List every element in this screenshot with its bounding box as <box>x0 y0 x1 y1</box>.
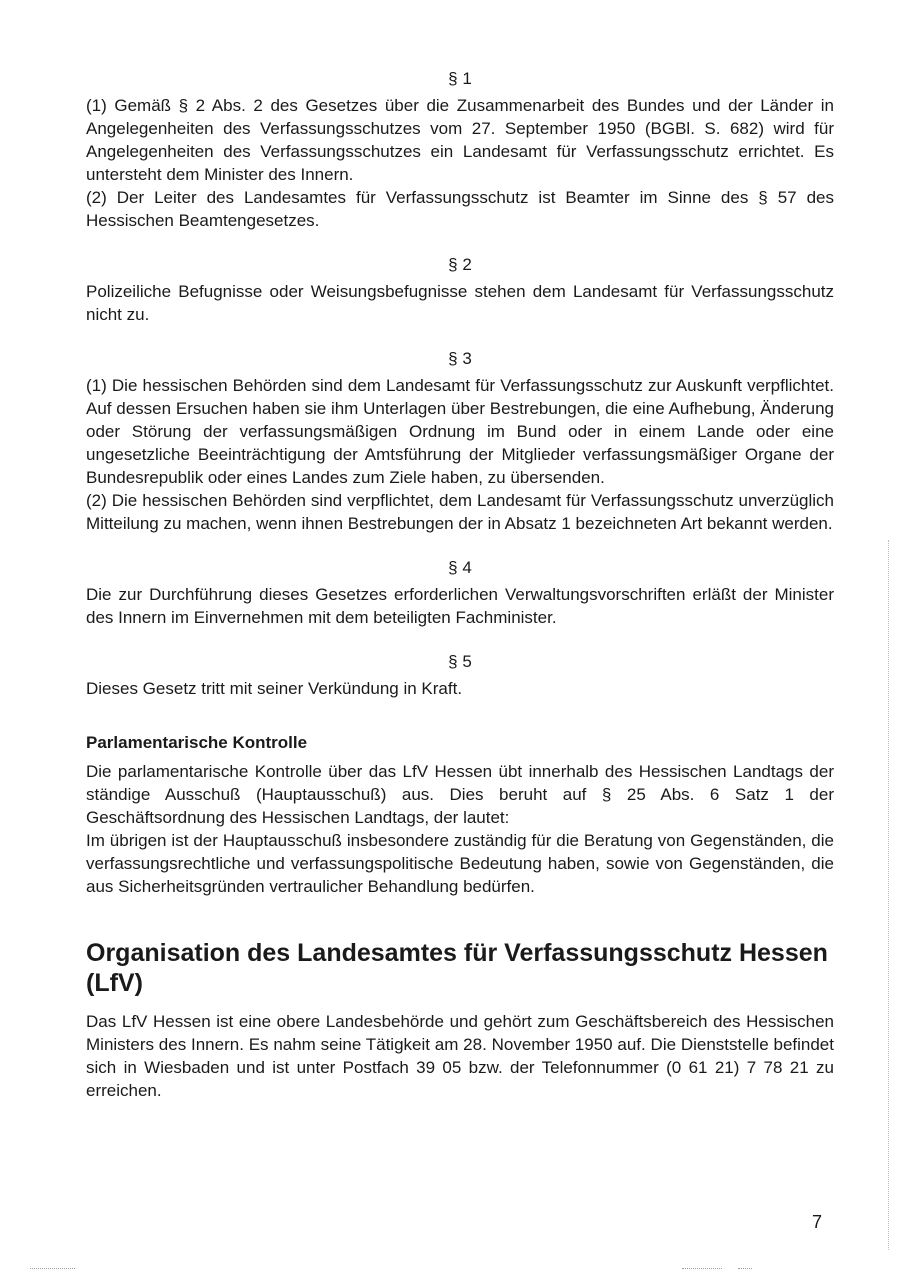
section-paragraph: (2) Der Leiter des Landesamtes für Verfassungsschutz ist Beamter im Sinne des § 57 des Hessischen Beamtengesetzes. <box>86 188 834 230</box>
organisation-heading: Organisation des Landesamtes für Verfassungsschutz Hessen (LfV) <box>86 939 828 997</box>
section-paragraph: Dieses Gesetz tritt mit seiner Verkündung in Kraft. <box>86 679 463 698</box>
section-5 <box>86 651 834 700</box>
kontrolle-paragraph: Die parlamentarische Kontrolle über das LfV Hessen übt innerhalb des Hessischen Landtags der ständige Ausschuß (Hauptausschuß) aus. Dies beruht auf § 25 Abs. 6 Satz 1 der Geschäftsordnung des Hessischen Landtags, der lautet: <box>86 762 834 827</box>
organisation-paragraph: Das LfV Hessen ist eine obere Landesbehörde und gehört zum Geschäftsbereich des Hessischen Ministers des Innern. Es nahm seine Tätigkeit am 28. November 1950 auf. Die Dienststelle befindet sich in Wiesbaden und ist unter Postfach 39 05 bzw. der Telefonnummer (0 61 21) 7 78 21 zu erreichen. <box>86 1012 834 1100</box>
kontrolle-section <box>86 732 834 898</box>
section-heading: § 1 <box>448 69 472 88</box>
section-paragraph: (2) Die hessischen Behörden sind verpflichtet, dem Landesamt für Verfassungsschutz unverzüglich Mitteilung zu machen, wenn ihnen Bestrebungen der in Absatz 1 bezeichneten Art bekannt werden. <box>86 491 834 533</box>
section-heading: § 5 <box>448 652 472 671</box>
section-paragraph: (1) Gemäß § 2 Abs. 2 des Gesetzes über die Zusammenarbeit des Bundes und der Länder in Angelegenheiten des Verfassungsschutzes vom 27. September 1950 (BGBl. S. 682) wird für Angelegenheiten des Verfassungsschutzes ein Landesamt für Verfassungsschutz errichtet. Es untersteht dem Minister des Innern. <box>86 96 834 184</box>
kontrolle-heading: Parlamentarische Kontrolle <box>86 733 308 752</box>
scan-edge-line <box>888 540 889 1250</box>
section-heading: § 3 <box>448 349 472 368</box>
section-paragraph: (1) Die hessischen Behörden sind dem Landesamt für Verfassungsschutz zur Auskunft verpflichtet. Auf dessen Ersuchen haben sie ihm Unterlagen über Bestrebungen, die eine Aufhebung, Änderung oder Störung der verfassungsmäßigen Ordnung im Bund oder in einem Lande oder eine ungesetzliche Beeinträchtigung der Amtsführung der Mitglieder verfassungsmäßiger Organe der Bundesrepublik oder eines Landes zum Ziele haben, zu übersenden. <box>86 376 834 487</box>
scan-mark <box>682 1268 722 1269</box>
section-1 <box>86 68 834 232</box>
section-paragraph: Die zur Durchführung dieses Gesetzes erforderlichen Verwaltungsvorschriften erläßt der Minister des Innern im Einvernehmen mit dem beteiligten Fachminister. <box>86 585 834 627</box>
section-heading: § 2 <box>448 255 472 274</box>
section-4 <box>86 557 834 629</box>
section-3 <box>86 348 834 535</box>
document-page <box>86 68 834 1102</box>
organisation-section <box>86 938 834 1102</box>
page-number: 7 <box>812 1212 823 1232</box>
section-paragraph: Polizeiliche Befugnisse oder Weisungsbefugnisse stehen dem Landesamt für Verfassungsschutz nicht zu. <box>86 282 834 324</box>
section-heading: § 4 <box>448 558 472 577</box>
scan-mark <box>738 1268 752 1269</box>
kontrolle-paragraph: Im übrigen ist der Hauptausschuß insbesondere zuständig für die Beratung von Gegenständen, die verfassungsrechtliche und verfassungspolitische Bedeutung haben, sowie von Gegenständen, die aus Sicherheitsgründen vertraulicher Behandlung bedürfen. <box>86 831 834 896</box>
scan-mark <box>30 1268 75 1269</box>
section-2 <box>86 254 834 326</box>
